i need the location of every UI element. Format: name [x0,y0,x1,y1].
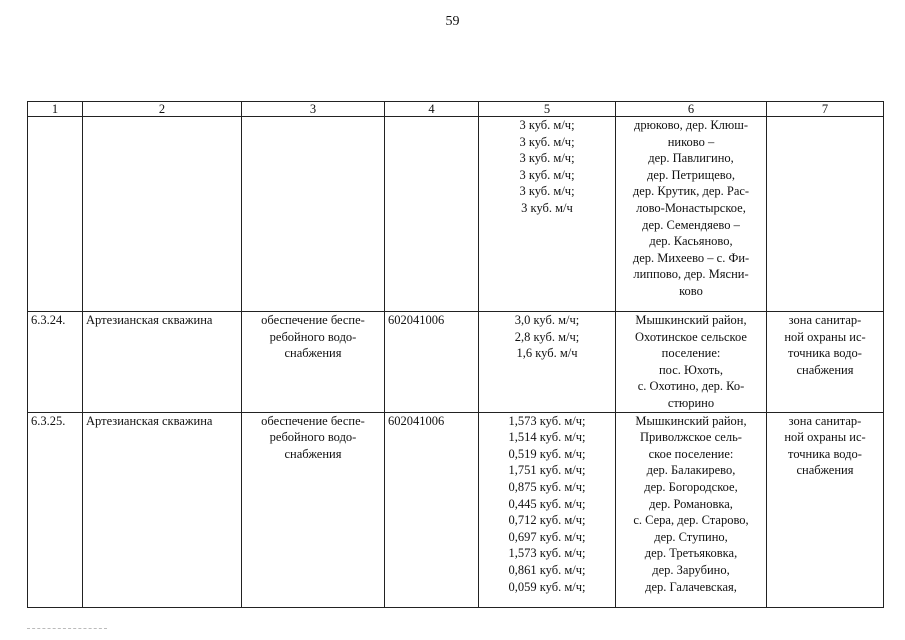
capacity-line: 0,445 куб. м/ч; [508,496,586,511]
table-row [28,412,884,607]
purpose-line: снабжения [284,446,342,461]
location-line: дер. Богородское, [644,479,738,494]
capacity-line: 1,514 куб. м/ч; [508,430,586,445]
location-line: с. Сера, дер. Старово, [633,513,749,528]
location-line: Мышкинский район, [635,313,747,327]
capacity-line: 1,573 куб. м/ч; [508,546,586,561]
capacity-line: 3 куб. м/ч [521,200,573,215]
cell-name: Артезианская скважина [83,312,242,413]
capacity-line: 1,751 куб. м/ч; [508,463,586,478]
location-line: дер. Третьяковка, [644,546,738,561]
purpose-line: снабжения [284,346,342,361]
capacity-line: 3,0 куб. м/ч; [514,313,580,327]
location-line: дер. Ступино, [654,529,728,544]
cell-capacity [479,412,616,607]
page-number: 59 [445,14,460,29]
cell-zone [767,412,884,607]
zone-line: ной охраны ис- [784,329,866,344]
zone-line: снабжения [796,362,854,377]
cell-purpose [242,412,385,607]
cell-location [616,117,767,312]
cell-name [83,117,242,312]
capacity-line: 0,519 куб. м/ч; [508,446,586,461]
table-row [28,312,884,413]
zone-line: зона санитар- [788,313,862,327]
cell-location [616,412,767,607]
location-line: Приволжское сель- [640,430,742,445]
header-cell-2: 2 [83,102,242,117]
zone-line: зона санитар- [788,413,862,428]
location-line: дер. Павлигино, [648,151,734,166]
header-cell-1: 1 [28,102,83,117]
cell-number: 6.3.25. [28,412,83,607]
capacity-line: 0,861 куб. м/ч; [508,562,586,577]
header-cell-4: 4 [385,102,479,117]
cell-capacity [479,117,616,312]
table-header-row [28,102,884,117]
location-line: дер. Семендяево – [642,217,740,232]
location-line: поселение: [661,346,721,361]
capacity-line: 1,6 куб. м/ч [516,346,578,361]
cell-code [385,117,479,312]
header-cell-7: 7 [767,102,884,117]
location-line: дер. Крутик, дер. Рас- [632,184,750,199]
zone-line: точника водо- [788,346,862,361]
scan-artifact-line [27,628,107,630]
purpose-line: ребойного водо- [269,430,357,445]
header-cell-5: 5 [479,102,616,117]
table-row [28,117,884,312]
location-line: дер. Балакирево, [646,463,736,478]
location-line: никово – [667,134,715,149]
location-line: липпово, дер. Мясни- [633,267,749,282]
cell-purpose [242,312,385,413]
location-line: стюрино [667,395,715,410]
capacity-line: 0,712 куб. м/ч; [508,513,586,528]
capacity-line: 0,875 куб. м/ч; [508,479,586,494]
capacity-line: 3 куб. м/ч; [519,167,575,182]
location-line: пос. Юхоть, [658,362,724,377]
cell-location [616,312,767,413]
location-line: лово-Монастырское, [636,200,746,215]
purpose-line: обеспечение беспе- [261,413,365,428]
cell-capacity [479,312,616,413]
purpose-line: ребойного водо- [269,329,357,344]
location-line: ское поселение: [648,446,734,461]
location-line: Охотинское сельское [635,329,747,344]
location-line: ково [679,283,703,298]
cell-number [28,117,83,312]
capacity-line: 3 куб. м/ч; [519,134,575,149]
location-line: Мышкинский район, [635,413,747,428]
location-line: дер. Романовка, [649,496,733,511]
cell-zone [767,312,884,413]
capacity-line: 1,573 куб. м/ч; [508,413,586,428]
cell-code: 602041006 [385,312,479,413]
location-line: дер. Петрищево, [647,167,735,182]
document-table [27,101,884,608]
cell-purpose [242,117,385,312]
zone-line: точника водо- [788,446,862,461]
cell-code: 602041006 [385,412,479,607]
header-cell-6: 6 [616,102,767,117]
purpose-line: обеспечение беспе- [261,313,365,327]
location-line: дер. Галачевская, [645,579,737,594]
capacity-line: 0,697 куб. м/ч; [508,529,586,544]
header-cell-3: 3 [242,102,385,117]
zone-line: ной охраны ис- [784,430,866,445]
location-line: дер. Михеево – с. Фи- [632,250,750,265]
cell-zone [767,117,884,312]
capacity-line: 3 куб. м/ч; [519,151,575,166]
capacity-line: 0,059 куб. м/ч; [508,579,586,594]
capacity-line: 2,8 куб. м/ч; [514,329,580,344]
location-line: с. Охотино, дер. Ко- [637,379,745,394]
location-line: дрюково, дер. Клюш- [633,118,749,132]
cell-number: 6.3.24. [28,312,83,413]
location-line: дер. Касьяново, [649,234,733,249]
capacity-line: 3 куб. м/ч; [519,118,575,132]
zone-line: снабжения [796,463,854,478]
cell-name: Артезианская скважина [83,412,242,607]
location-line: дер. Зарубино, [652,562,730,577]
capacity-line: 3 куб. м/ч; [519,184,575,199]
